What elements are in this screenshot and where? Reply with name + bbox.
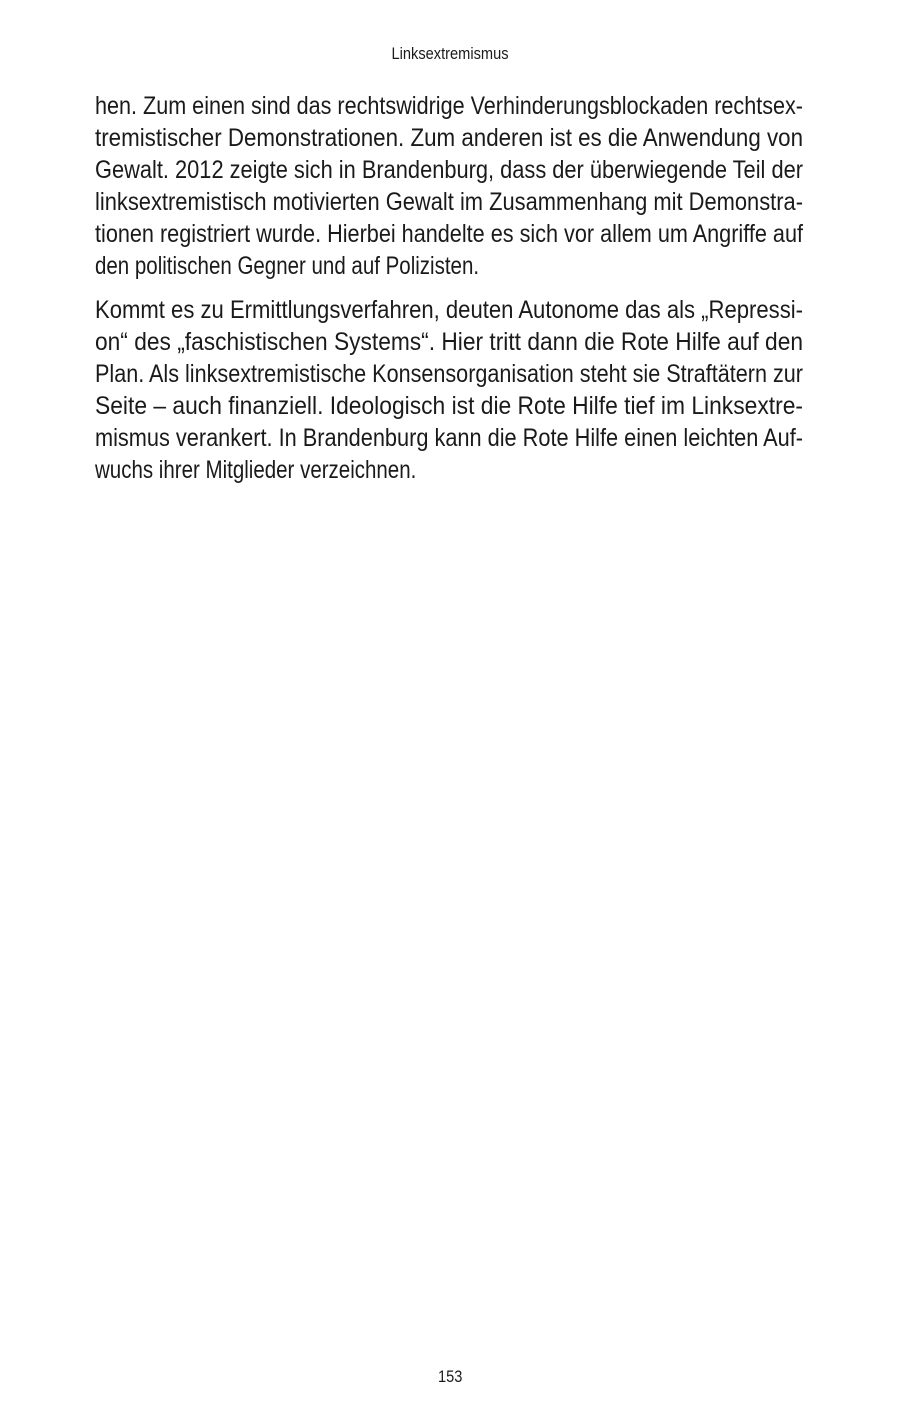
text-line: [95, 390, 803, 422]
text-line-content: tionen registriert wurde. Hierbei handelte es sich vor allem um Angriffe auf: [95, 220, 803, 248]
text-line-content: Plan. Als linksextremistische Konsensorganisation steht sie Straftätern zur: [95, 360, 803, 388]
text-line: [95, 294, 803, 326]
text-line: [95, 250, 803, 282]
text-line-content: wuchs ihrer Mitglieder verzeichnen.: [95, 456, 417, 484]
text-line-content: Seite – auch finanziell. Ideologisch ist die Rote Hilfe tief im Linksextre-: [95, 392, 803, 420]
text-line: [95, 218, 803, 250]
page-footer: [0, 1366, 900, 1388]
text-line: [95, 326, 803, 358]
text-line-content: hen. Zum einen sind das rechtswidrige Verhinderungsblockaden rechtsex-: [95, 92, 803, 120]
text-line: [95, 454, 803, 486]
text-line-content: Gewalt. 2012 zeigte sich in Brandenburg, dass der überwiegende Teil der: [95, 156, 803, 184]
text-line: [95, 122, 803, 154]
text-line-content: mismus verankert. In Brandenburg kann die Rote Hilfe einen leichten Auf-: [95, 424, 803, 452]
running-header: [0, 43, 900, 65]
text-line-content: Kommt es zu Ermittlungsverfahren, deuten Autonome das als „Repressi-: [95, 296, 803, 324]
text-line-content: tremistischer Demonstrationen. Zum anderen ist es die Anwendung von: [95, 124, 803, 152]
text-line: [95, 358, 803, 390]
text-line: [95, 186, 803, 218]
paragraph-2: [95, 294, 803, 486]
page-number: 153: [437, 1367, 463, 1386]
text-line: [95, 422, 803, 454]
text-line: [95, 90, 803, 122]
text-line-content: on“ des „faschistischen Systems“. Hier tritt dann die Rote Hilfe auf den: [95, 328, 803, 356]
paragraph-1: [95, 90, 803, 282]
text-line-content: den politischen Gegner und auf Polizisten.: [95, 252, 480, 280]
text-line: [95, 154, 803, 186]
running-header-text: Linksextremismus: [391, 44, 509, 63]
text-line-content: linksextremistisch motivierten Gewalt im Zusammenhang mit Demonstra-: [95, 188, 803, 216]
